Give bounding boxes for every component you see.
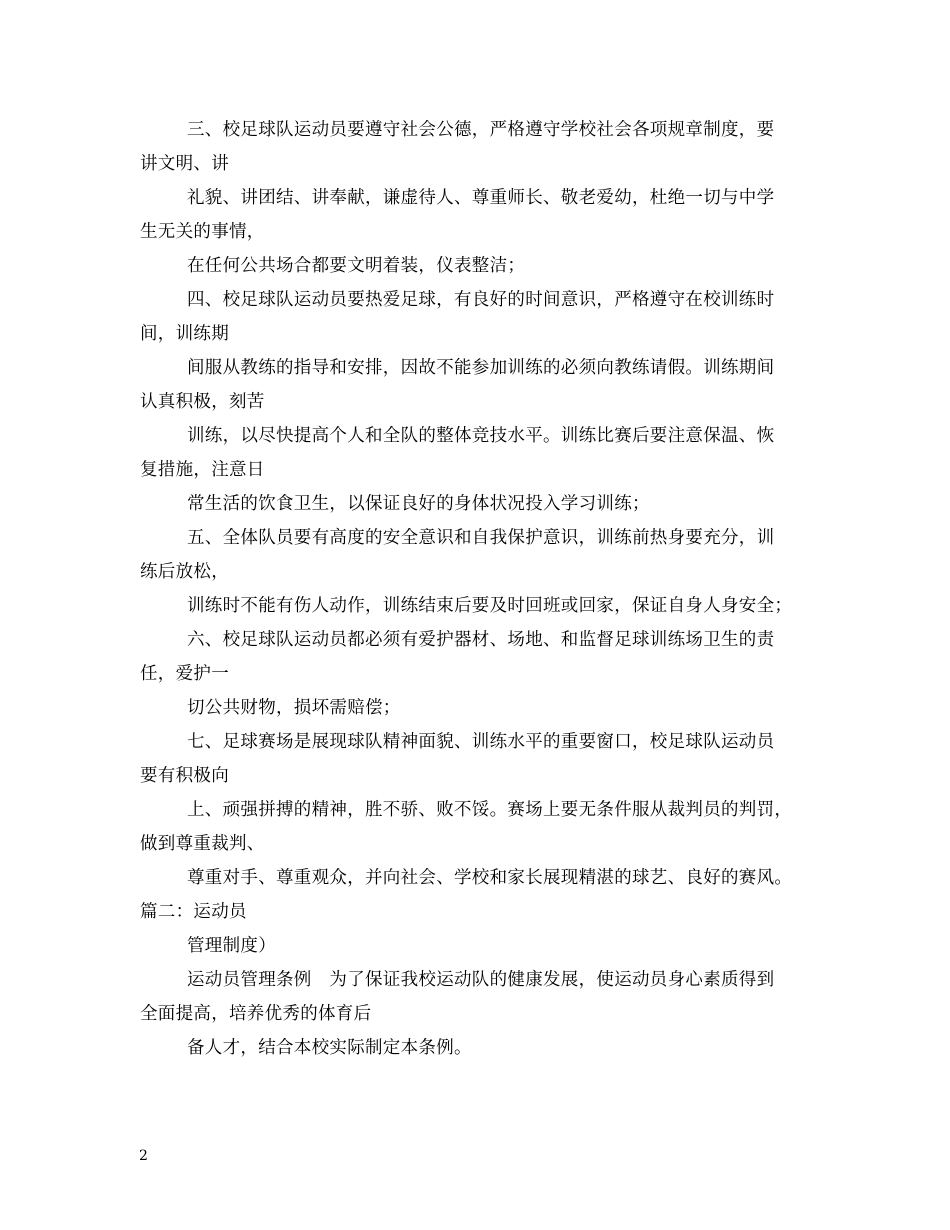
- text-line: 讲文明、讲: [140, 154, 229, 174]
- paragraph: [140, 487, 830, 521]
- paragraph: [140, 419, 830, 487]
- text-line: 上、顽强拼搏的精神，胜不骄、败不馁。赛场上要无条件服从裁判员的判罚，: [187, 800, 793, 820]
- text-line: 训练时不能有伤人动作，训练结束后要及时回班或回家，保证自身人身安全；: [187, 596, 793, 616]
- paragraph: [140, 1031, 830, 1065]
- paragraph: [140, 929, 830, 963]
- text-line: 尊重对手、尊重观众，并向社会、学校和家长展现精湛的球艺、良好的赛风。: [187, 868, 793, 888]
- text-line: 运动员管理条例 为了保证我校运动队的健康发展，使运动员身心素质得到: [187, 970, 775, 990]
- paragraph: [140, 589, 830, 623]
- text-line: 礼貌、讲团结、讲奉献，谦虚待人、尊重师长、敬老爱幼，杜绝一切与中学: [187, 188, 775, 208]
- text-line: 五、全体队员要有高度的安全意识和自我保护意识，训练前热身要充分，训: [187, 528, 775, 548]
- text-line: 七、足球赛场是展现球队精神面貌、训练水平的重要窗口，校足球队运动员: [187, 732, 775, 752]
- paragraph: [140, 249, 830, 283]
- text-line: 三、校足球队运动员要遵守社会公德，严格遵守学校社会各项规章制度，要: [187, 120, 775, 140]
- paragraph-rule-7: [140, 725, 830, 793]
- paragraph-rule-4: [140, 283, 830, 351]
- text-line: 备人才，结合本校实际制定本条例。: [187, 1038, 472, 1058]
- text-line: 四、校足球队运动员要热爱足球，有良好的时间意识，严格遵守在校训练时: [187, 290, 775, 310]
- document-body: [140, 113, 830, 1065]
- paragraph-rule-6: [140, 623, 830, 691]
- paragraph: [140, 861, 830, 929]
- text-line: 认真积极，刻苦: [140, 392, 265, 412]
- text-line: 任，爱护一: [140, 664, 229, 684]
- text-line: 全面提高，培养优秀的体育后: [140, 1004, 372, 1024]
- paragraph: [140, 793, 830, 861]
- paragraph: [140, 963, 830, 1031]
- page-number: 2: [139, 1148, 148, 1164]
- text-line: 做到尊重裁判、: [140, 834, 265, 854]
- text-line: 间，训练期: [140, 324, 229, 344]
- paragraph: [140, 691, 830, 725]
- paragraph: [140, 351, 830, 419]
- text-line: 间服从教练的指导和安排，因故不能参加训练的必须向教练请假。训练期间: [187, 358, 775, 378]
- paragraph: [140, 181, 830, 249]
- text-line: 篇二：运动员: [140, 902, 247, 922]
- text-line: 要有积极向: [140, 766, 229, 786]
- text-line: 生无关的事情，: [140, 222, 265, 242]
- text-line: 常生活的饮食卫生，以保证良好的身体状况投入学习训练；: [187, 494, 650, 514]
- text-line: 管理制度）: [187, 936, 276, 956]
- paragraph-rule-3: [140, 113, 830, 181]
- paragraph-rule-5: [140, 521, 830, 589]
- text-line: 训练，以尽快提高个人和全队的整体竞技水平。训练比赛后要注意保温、恢: [187, 426, 775, 446]
- text-line: 练后放松，: [140, 562, 229, 582]
- text-line: 切公共财物，损坏需赔偿；: [187, 698, 401, 718]
- text-line: 在任何公共场合都要文明着装，仪表整洁；: [187, 256, 526, 276]
- text-line: 复措施，注意日: [140, 460, 265, 480]
- text-line: 六、校足球队运动员都必须有爱护器材、场地、和监督足球训练场卫生的责: [187, 630, 775, 650]
